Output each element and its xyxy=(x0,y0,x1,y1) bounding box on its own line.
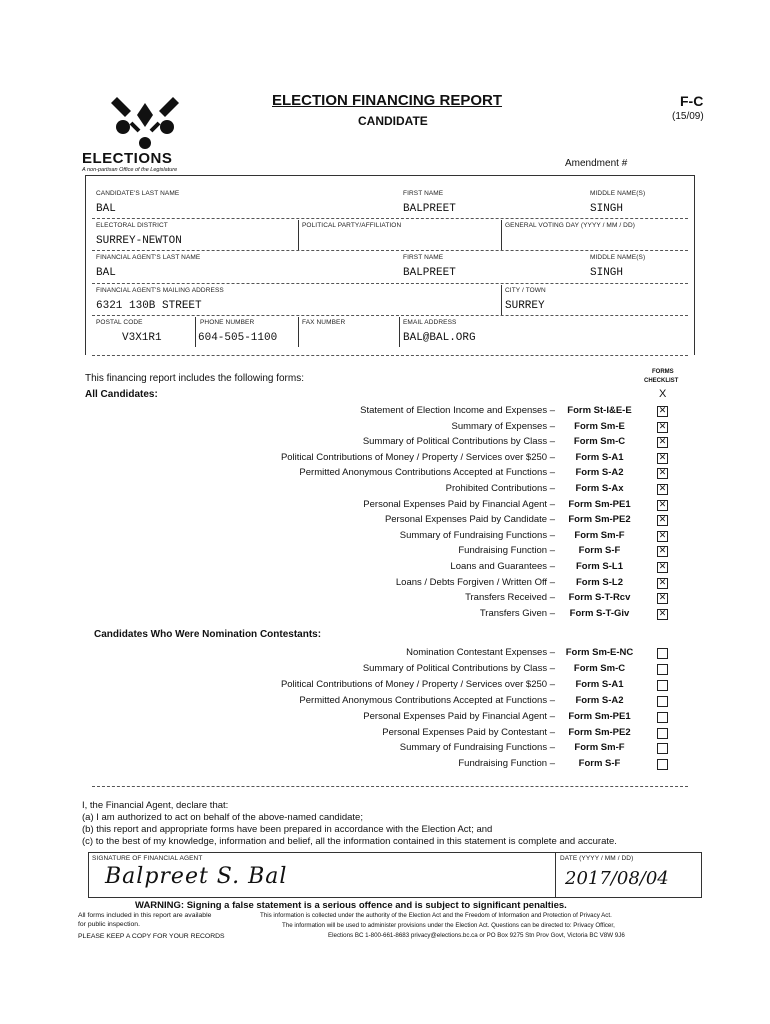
form-code-label: Form Sm-E xyxy=(574,420,625,432)
signature-date[interactable]: 2017/08/04 xyxy=(565,868,669,889)
logo-text: ELECTIONS xyxy=(82,150,173,167)
form-checkbox[interactable] xyxy=(657,712,668,723)
form-code-label: Form Sm-PE1 xyxy=(568,710,631,722)
postal-code-label: POSTAL CODE xyxy=(96,319,143,326)
postal-code[interactable]: V3X1R1 xyxy=(122,332,162,344)
form-description: Political Contributions of Money / Property / Services over $250 – xyxy=(280,451,555,463)
form-code-label: Form S-L2 xyxy=(576,576,623,588)
form-description: Fundraising Function – xyxy=(458,545,555,557)
all-candidates-heading: All Candidates: xyxy=(85,389,158,400)
page-title: ELECTION FINANCING REPORT xyxy=(272,92,503,109)
form-description: Permitted Anonymous Contributions Accepted at Functions – xyxy=(299,694,555,706)
form-code-label: Form S-A1 xyxy=(575,451,624,463)
form-code-label: Form Sm-E-NC xyxy=(565,647,634,658)
declaration-line-2: (a) I am authorized to act on behalf of the above-named candidate; xyxy=(82,812,363,823)
candidate-middle-name[interactable]: SINGH xyxy=(590,203,624,215)
signature[interactable]: Balpreet S. Bal xyxy=(105,864,288,889)
email[interactable]: BAL@BAL.ORG xyxy=(403,332,476,344)
form-checkbox[interactable]: ✕ xyxy=(658,515,667,526)
checklist-header-2: CHECKLIST xyxy=(644,378,679,384)
form-code-label: Form S-T-Giv xyxy=(569,607,630,619)
agent-last-name-label: FINANCIAL AGENT'S LAST NAME xyxy=(96,254,201,261)
form-description: Nomination Contestant Expenses – xyxy=(406,647,555,658)
form-checkbox[interactable] xyxy=(657,743,668,754)
form-checkbox[interactable]: ✕ xyxy=(658,577,667,588)
form-description: Permitted Anonymous Contributions Accepted at Functions – xyxy=(299,467,555,479)
amendment-label: Amendment # xyxy=(565,158,628,169)
declaration-line-4: (c) to the best of my knowledge, information and belief, all the information contained in this statement is complete and accurate. xyxy=(82,836,617,847)
page-subtitle: CANDIDATE xyxy=(358,114,428,128)
form-checkbox[interactable]: ✕ xyxy=(658,593,667,604)
logo-tagline: A non-partisan Office of the Legislature xyxy=(82,167,178,173)
phone-label: PHONE NUMBER xyxy=(200,319,255,326)
form-checkbox[interactable]: ✕ xyxy=(658,484,667,494)
logo xyxy=(105,93,185,153)
form-code: F-C xyxy=(680,93,704,109)
agent-last-name[interactable]: BAL xyxy=(96,267,116,279)
form-checkbox[interactable]: ✕ xyxy=(658,452,667,463)
form-description: Statement of Election Income and Expenses – xyxy=(360,405,555,416)
form-version: (15/09) xyxy=(672,111,704,122)
form-description: Summary of Political Contributions by Class – xyxy=(362,662,555,674)
form-code-label: Form S-T-Rcv xyxy=(568,592,631,604)
form-description: Prohibited Contributions – xyxy=(445,483,555,494)
form-checkbox[interactable] xyxy=(657,664,668,675)
agent-first-name-label: FIRST NAME xyxy=(403,254,444,261)
forms-intro: This financing report includes the following forms: xyxy=(85,373,304,384)
form-checkbox[interactable]: ✕ xyxy=(658,406,667,416)
footer-right-1: This information is collected under the authority of the Election Act and the Freedom of Information and Protection of Privacy Act. xyxy=(260,912,612,919)
declaration-line-3: (b) this report and appropriate forms have been prepared in accordance with the Election Act; and xyxy=(82,824,493,835)
form-code-label: Form Sm-C xyxy=(573,662,626,674)
city-label: CITY / TOWN xyxy=(505,287,546,294)
form-code-label: Form St-I&E-E xyxy=(567,405,632,416)
form-checkbox[interactable]: ✕ xyxy=(658,562,667,572)
form-checkbox[interactable]: ✕ xyxy=(658,499,667,510)
candidate-first-name[interactable]: BALPREET xyxy=(403,203,456,215)
form-description: Summary of Expenses – xyxy=(451,420,555,432)
form-description: Loans / Debts Forgiven / Written Off – xyxy=(395,576,555,588)
date-label: DATE (YYYY / MM / DD) xyxy=(560,855,634,862)
agent-first-name[interactable]: BALPREET xyxy=(403,267,456,279)
footer-left-1: All forms included in this report are available xyxy=(78,912,212,919)
form-checkbox[interactable]: ✕ xyxy=(658,608,667,619)
form-description: Political Contributions of Money / Property / Services over $250 – xyxy=(280,678,555,690)
footer-left-2: for public inspection. xyxy=(78,921,140,928)
form-code-label: Form Sm-PE2 xyxy=(568,726,631,738)
form-checkbox[interactable]: ✕ xyxy=(658,437,667,448)
general-voting-day-label: GENERAL VOTING DAY (YYYY / MM / DD) xyxy=(505,222,636,229)
form-description: Summary of Fundraising Functions – xyxy=(399,529,555,541)
form-description: Loans and Guarantees – xyxy=(450,561,555,572)
agent-middle-name-label: MIDDLE NAME(S) xyxy=(590,254,646,261)
mailing-address-label: FINANCIAL AGENT'S MAILING ADDRESS xyxy=(96,287,224,294)
form-code-label: Form S-A2 xyxy=(575,467,624,479)
form-code-label: Form Sm-C xyxy=(573,436,626,448)
form-description: Transfers Given – xyxy=(479,607,555,619)
form-checkbox[interactable] xyxy=(657,648,668,659)
form-checkbox[interactable] xyxy=(657,759,668,770)
checklist-header-1: FORMS xyxy=(652,369,674,375)
form-code-label: Form S-Ax xyxy=(575,483,624,494)
candidate-last-name[interactable]: BAL xyxy=(96,203,116,215)
form-description: Personal Expenses Paid by Contestant – xyxy=(382,726,555,738)
form-checkbox[interactable]: ✕ xyxy=(658,421,667,432)
form-code-label: Form S-A2 xyxy=(575,694,624,706)
form-code-label: Form Sm-F xyxy=(574,742,625,754)
footer-left-3: PLEASE KEEP A COPY FOR YOUR RECORDS xyxy=(78,933,225,940)
form-code-label: Form S-F xyxy=(578,545,621,557)
form-description: Summary of Political Contributions by Class – xyxy=(362,436,555,448)
footer-right-2: The information will be used to administer provisions under the Election Act. Questions can be directed to: Privacy Officer, xyxy=(282,922,615,929)
form-checkbox[interactable] xyxy=(657,680,668,691)
form-code-label: Form Sm-PE2 xyxy=(568,514,631,526)
candidate-last-name-label: CANDIDATE'S LAST NAME xyxy=(96,190,180,197)
mailing-address[interactable]: 6321 130B STREET xyxy=(96,300,202,312)
fax-label: FAX NUMBER xyxy=(302,319,346,326)
form-description: Personal Expenses Paid by Financial Agent – xyxy=(363,498,555,510)
form-description: Personal Expenses Paid by Financial Agent – xyxy=(363,710,555,722)
checklist-mark: X xyxy=(659,388,667,400)
middle-name-label: MIDDLE NAME(S) xyxy=(590,190,646,197)
form-checkbox[interactable] xyxy=(657,728,668,739)
form-description: Fundraising Function – xyxy=(458,758,555,770)
form-checkbox[interactable]: ✕ xyxy=(658,468,667,479)
agent-middle-name[interactable]: SINGH xyxy=(590,267,624,279)
political-party-label: POLITICAL PARTY/AFFILIATION xyxy=(302,222,402,229)
first-name-label: FIRST NAME xyxy=(403,190,444,197)
electoral-district[interactable]: SURREY-NEWTON xyxy=(96,235,182,247)
warning-text: WARNING: Signing a false statement is a serious offence and is subject to significant penalties. xyxy=(135,900,567,911)
email-label: EMAIL ADDRESS xyxy=(403,319,457,326)
form-code-label: Form Sm-F xyxy=(574,529,625,541)
footer-right-3: Elections BC 1-800-661-8683 privacy@elections.bc.ca or PO Box 9275 Stn Prov Govt, Victoria BC V8W 9J6 xyxy=(328,932,625,939)
nomination-heading: Candidates Who Were Nomination Contestants: xyxy=(94,629,322,640)
form-code-label: Form S-L1 xyxy=(576,561,623,572)
form-description: Summary of Fundraising Functions – xyxy=(399,742,555,754)
form-checkbox[interactable]: ✕ xyxy=(658,546,667,557)
electoral-district-label: ELECTORAL DISTRICT xyxy=(96,222,168,229)
form-description: Personal Expenses Paid by Candidate – xyxy=(384,514,555,526)
city[interactable]: SURREY xyxy=(505,300,545,312)
signature-label: SIGNATURE OF FINANCIAL AGENT xyxy=(92,855,203,862)
form-code-label: Form Sm-PE1 xyxy=(568,498,631,510)
form-code-label: Form S-F xyxy=(578,758,621,770)
elections-logo-icon xyxy=(105,93,185,153)
phone[interactable]: 604-505-1100 xyxy=(198,332,278,344)
form-description: Transfers Received – xyxy=(465,592,555,604)
form-code-label: Form S-A1 xyxy=(575,678,624,690)
declaration-line-1: I, the Financial Agent, declare that: xyxy=(82,800,229,811)
form-checkbox[interactable] xyxy=(657,696,668,707)
form-checkbox[interactable]: ✕ xyxy=(658,530,667,541)
